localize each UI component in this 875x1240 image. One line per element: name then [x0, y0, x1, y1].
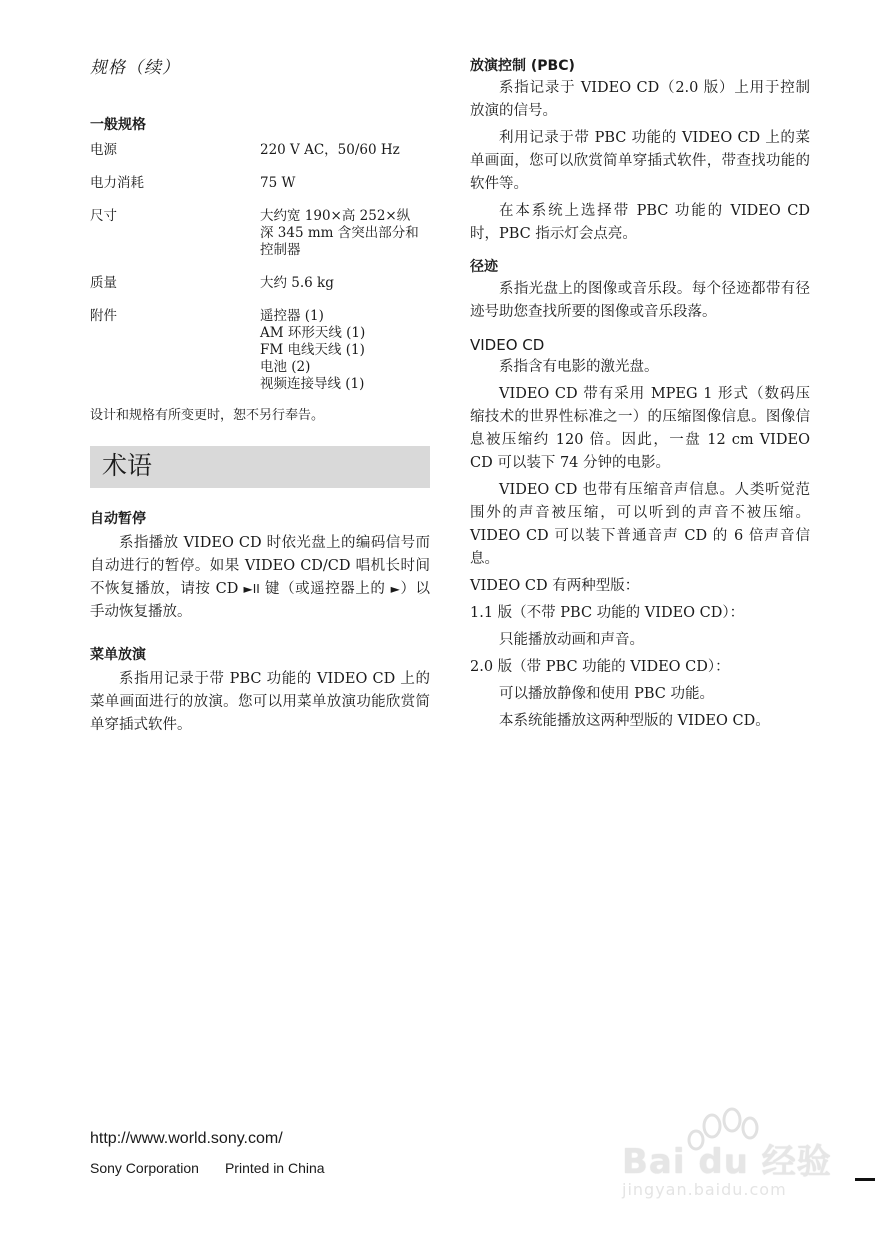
spec-value-line: FM 电线天线 (1) — [260, 342, 365, 358]
track-section — [470, 258, 810, 324]
spec-value-line: 遥控器 (1) — [260, 308, 324, 324]
spec-label: 尺寸 — [90, 208, 117, 224]
spec-label: 附件 — [90, 308, 117, 324]
spec-row — [90, 175, 430, 192]
spec-value-line: 控制器 — [260, 242, 301, 258]
version-2-0-label: 2.0 版（带 PBC 功能的 VIDEO CD）： — [470, 659, 730, 675]
page-edge-mark — [855, 1178, 875, 1181]
version-1-1-desc: 只能播放动画和声音。 — [499, 632, 644, 648]
spec-value — [260, 208, 430, 259]
baidu-watermark — [600, 1100, 840, 1210]
page-title: 规格（续） — [90, 58, 180, 78]
spec-value-line: 大约宽 190×高 252×纵 — [260, 208, 411, 224]
version-2-0-desc: 可以播放静像和使用 PBC 功能。 — [499, 686, 714, 702]
left-column — [90, 116, 430, 737]
spec-note: 设计和规格有所变更时，恕不另行奉告。 — [90, 408, 325, 423]
footer-corporation-line — [90, 1160, 325, 1176]
menu-play-heading: 菜单放演 — [90, 647, 146, 663]
corporation-name: Sony Corporation — [90, 1160, 199, 1176]
versions-intro: VIDEO CD 有两种型版： — [470, 578, 640, 594]
spec-value — [260, 275, 430, 292]
right-column — [470, 57, 810, 745]
spec-value-line: 220 V AC，50/60 Hz — [260, 142, 400, 158]
auto-pause-heading: 自动暂停 — [90, 511, 146, 527]
spec-label: 电力消耗 — [90, 175, 144, 191]
spec-row — [90, 275, 430, 292]
track-paragraph: 系指光盘上的图像或音乐段。每个径迹都带有径迹号助您查找所要的图像或音乐段落。 — [470, 281, 810, 320]
spec-value-line: 75 W — [260, 175, 296, 191]
spec-label: 电源 — [90, 142, 117, 158]
play-pause-icon: ►II — [243, 582, 260, 596]
spec-value-line: 视频连接导线 (1) — [260, 376, 365, 392]
spec-value-line: AM 环形天线 (1) — [260, 325, 366, 341]
spec-value — [260, 308, 430, 393]
menu-play-section — [90, 646, 430, 737]
spec-value-line: 深 345 mm 含突出部分和 — [260, 225, 419, 241]
pbc-paragraph: 利用记录于带 PBC 功能的 VIDEO CD 上的菜单画面，您可以欣赏简单穿插式软件，带查找功能的软件等。 — [470, 130, 810, 192]
printed-in: Printed in China — [224, 1160, 325, 1176]
video-cd-paragraph: VIDEO CD 也带有压缩音声信息。人类听觉范围外的声音被压缩，可以听到的声音不被压缩。VIDEO CD 可以装下普通音声 CD 的 6 倍声音信息。 — [470, 482, 810, 567]
watermark-sub: jingyan.baidu.com — [622, 1180, 787, 1199]
pbc-paragraph: 系指记录于 VIDEO CD（2.0 版）上用于控制放演的信号。 — [470, 80, 810, 119]
video-cd-heading: VIDEO CD — [470, 336, 545, 354]
watermark-main: Bai du 经验 — [622, 1142, 832, 1182]
spec-label: 质量 — [90, 275, 117, 291]
footer-url: http://www.world.sony.com/ — [90, 1130, 283, 1147]
play-icon: ► — [390, 582, 400, 596]
general-specs-heading: 一般规格 — [90, 117, 146, 133]
spec-value-line: 大约 5.6 kg — [260, 275, 334, 291]
video-cd-paragraph: VIDEO CD 带有采用 MPEG 1 形式（数码压缩技术的世界性标准之一）的压缩图像信息。图像信息被压缩约 120 倍。因此，一盘 12 cm VIDEO CD 可以装下 74 分钟的电影。 — [470, 386, 810, 471]
spec-row — [90, 208, 430, 259]
pbc-heading: 放演控制 (PBC) — [470, 58, 575, 74]
auto-pause-text: 系指播放 VIDEO CD 时依光盘上的编码信号而自动进行的暂停。如果 VIDEO CD/CD 唱机长时间不恢复播放，请按 CD ►II 键（或遥控器上的 ►）以手动恢复播放。 — [90, 535, 431, 620]
pbc-paragraph: 在本系统上选择带 PBC 功能的 VIDEO CD 时，PBC 指示灯会点亮。 — [470, 203, 810, 242]
video-cd-section — [470, 336, 810, 733]
spec-table — [90, 142, 430, 393]
spec-value — [260, 175, 430, 192]
track-heading: 径迹 — [470, 259, 498, 275]
menu-play-text: 系指用记录于带 PBC 功能的 VIDEO CD 上的菜单画面进行的放演。您可以用菜单放演功能欣赏简单穿插式软件。 — [90, 671, 430, 733]
version-1-1-label: 1.1 版（不带 PBC 功能的 VIDEO CD）： — [470, 605, 745, 621]
pbc-section — [470, 57, 810, 246]
spec-row — [90, 308, 430, 393]
auto-pause-section — [90, 510, 430, 624]
spec-value-line: 电池 (2) — [260, 359, 311, 375]
video-cd-paragraph: 系指含有电影的激光盘。 — [499, 359, 659, 375]
video-cd-closing: 本系统能播放这两种型版的 VIDEO CD。 — [499, 713, 770, 729]
spec-value — [260, 142, 430, 159]
terms-banner: 术语 — [90, 446, 430, 488]
spec-row — [90, 142, 430, 159]
